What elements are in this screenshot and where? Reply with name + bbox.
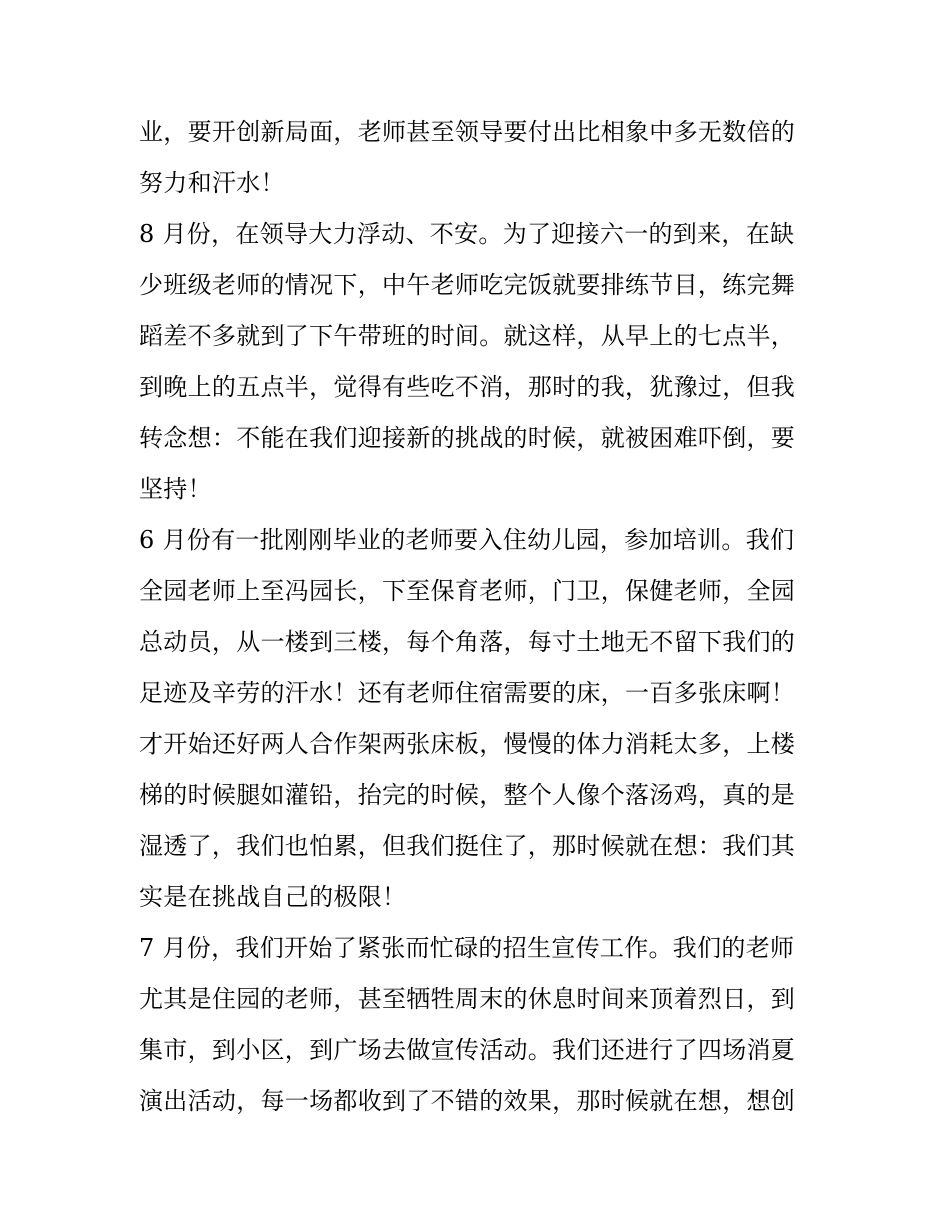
text-line: 集市，到小区，到广场去做宣传活动。我们还进行了四场消夏 (139, 1036, 796, 1064)
text-line: 6 月份有一批刚刚毕业的老师要入住幼儿园，参加培训。我们 (139, 526, 795, 554)
text-line: 坚持！ (139, 475, 212, 503)
text-line: 7 月份，我们开始了紧张而忙碌的招生宣传工作。我们的老师 (139, 934, 795, 962)
text-line: 梯的时候腿如灌铅，抬完的时候，整个人像个落汤鸡，真的是 (139, 781, 796, 809)
text-line: 业，要开创新局面，老师甚至领导要付出比相象中多无数倍的 (139, 118, 796, 146)
text-line: 到晚上的五点半，觉得有些吃不消，那时的我，犹豫过，但我 (139, 373, 796, 401)
body-text (139, 107, 819, 1127)
text-line: 蹈差不多就到了下午带班的时间。就这样，从早上的七点半， (139, 322, 796, 350)
text-line: 全园老师上至冯园长，下至保育老师，门卫，保健老师，全园 (139, 577, 796, 605)
text-line: 足迹及辛劳的汗水！还有老师住宿需要的床，一百多张床啊！ (139, 679, 796, 707)
text-line: 努力和汗水！ (139, 169, 285, 197)
text-line: 尤其是住园的老师，甚至牺牲周末的休息时间来顶着烈日，到 (139, 985, 796, 1013)
text-line: 总动员，从一楼到三楼，每个角落，每寸土地无不留下我们的 (139, 628, 796, 656)
text-line: 8 月份，在领导大力浮动、不安。为了迎接六一的到来，在缺 (139, 220, 795, 248)
text-line: 演出活动，每一场都收到了不错的效果，那时候就在想，想创 (139, 1087, 796, 1115)
text-line: 湿透了，我们也怕累，但我们挺住了，那时候就在想：我们其 (139, 832, 796, 860)
text-line: 转念想：不能在我们迎接新的挑战的时候，就被困难吓倒，要 (139, 424, 796, 452)
text-line: 实是在挑战自己的极限！ (139, 883, 407, 911)
text-line: 才开始还好两人合作架两张床板，慢慢的体力消耗太多，上楼 (139, 730, 796, 758)
text-line: 少班级老师的情况下，中午老师吃完饭就要排练节目，练完舞 (139, 271, 796, 299)
